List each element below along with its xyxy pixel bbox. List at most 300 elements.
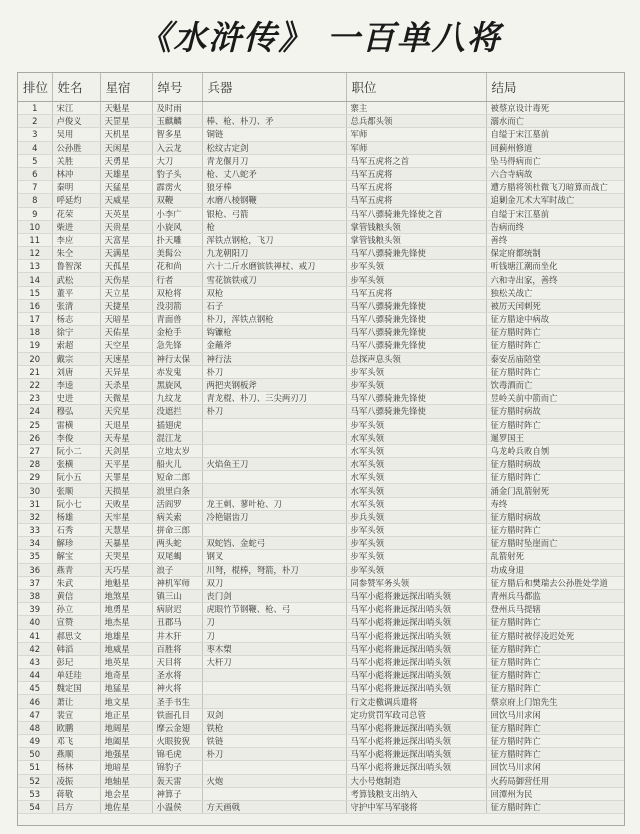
table-row <box>18 273 624 286</box>
weapon-cell: 棒、枪、朴刀、矛 <box>202 115 346 128</box>
position-cell: 步军头领 <box>346 537 486 550</box>
rank-cell: 2 <box>18 115 52 128</box>
name-cell: 吕方 <box>52 800 100 813</box>
fate-cell: 征方腊时被俘凌迟处死 <box>486 629 624 642</box>
nickname-cell: 活阎罗 <box>152 497 202 510</box>
nickname-cell: 扑天雕 <box>152 233 202 246</box>
table-row <box>18 247 624 260</box>
name-cell: 邓飞 <box>52 735 100 748</box>
rank-cell: 22 <box>18 378 52 391</box>
fate-cell: 被厉天闰刺死 <box>486 299 624 312</box>
position-cell: 马军五虎将 <box>346 181 486 194</box>
rank-cell: 52 <box>18 774 52 787</box>
nickname-cell: 双鞭 <box>152 194 202 207</box>
nickname-cell: 九纹龙 <box>152 392 202 405</box>
header-row <box>18 73 624 102</box>
fate-cell: 征方腊时阵亡 <box>486 471 624 484</box>
weapon-cell <box>202 102 346 115</box>
star-cell: 天微星 <box>100 392 152 405</box>
table-row <box>18 629 624 642</box>
rank-cell: 21 <box>18 365 52 378</box>
nickname-cell: 浪里白条 <box>152 484 202 497</box>
fate-cell: 征方腊时阵亡 <box>486 655 624 668</box>
name-cell: 柴进 <box>52 220 100 233</box>
table-row <box>18 761 624 774</box>
name-cell: 秦明 <box>52 181 100 194</box>
star-cell: 天罡星 <box>100 115 152 128</box>
name-cell: 杨林 <box>52 761 100 774</box>
nickname-cell: 小李广 <box>152 207 202 220</box>
name-cell: 燕青 <box>52 563 100 576</box>
name-cell: 李俊 <box>52 431 100 444</box>
position-cell: 马军五虎将 <box>346 194 486 207</box>
name-cell: 阮小七 <box>52 497 100 510</box>
nickname-cell: 病尉迟 <box>152 603 202 616</box>
table-row <box>18 286 624 299</box>
star-cell: 地强星 <box>100 748 152 761</box>
table-row <box>18 695 624 708</box>
nickname-cell: 急先锋 <box>152 339 202 352</box>
fate-cell: 寿终 <box>486 497 624 510</box>
fate-cell: 自缢于宋江墓前 <box>486 128 624 141</box>
weapon-cell <box>202 524 346 537</box>
weapon-cell: 火焰鱼王刀 <box>202 458 346 471</box>
weapon-cell: 丧门剑 <box>202 589 346 602</box>
name-cell: 凌振 <box>52 774 100 787</box>
weapon-cell: 钩镰枪 <box>202 326 346 339</box>
rank-cell: 35 <box>18 550 52 563</box>
nickname-cell: 轰天雷 <box>152 774 202 787</box>
weapon-cell <box>202 431 346 444</box>
position-cell: 马军八骠骑兼先锋使 <box>346 247 486 260</box>
fate-cell: 泰安岳庙陪堂 <box>486 352 624 365</box>
weapon-cell: 枪 <box>202 220 346 233</box>
fate-cell: 六合寺病故 <box>486 167 624 180</box>
rank-cell: 26 <box>18 431 52 444</box>
nickname-cell: 及时雨 <box>152 102 202 115</box>
nickname-cell: 锦豹子 <box>152 761 202 774</box>
name-cell: 燕顺 <box>52 748 100 761</box>
fate-cell: 征方腊时阵亡 <box>486 326 624 339</box>
table-row <box>18 748 624 761</box>
star-cell: 天魁星 <box>100 102 152 115</box>
weapon-cell: 双剑 <box>202 708 346 721</box>
rank-cell: 17 <box>18 313 52 326</box>
weapon-cell <box>202 695 346 708</box>
nickname-cell: 拼命三郎 <box>152 524 202 537</box>
weapon-cell: 朴刀 <box>202 405 346 418</box>
name-cell: 蒋敬 <box>52 787 100 800</box>
rank-cell: 47 <box>18 708 52 721</box>
position-cell: 马军小彪将兼远探出哨头领 <box>346 682 486 695</box>
rank-cell: 29 <box>18 471 52 484</box>
fate-cell: 征方腊时阵亡 <box>486 735 624 748</box>
table-row <box>18 589 624 602</box>
fate-cell: 征方腊时阵亡 <box>486 365 624 378</box>
nickname-cell: 丑郡马 <box>152 616 202 629</box>
fate-cell: 饮毒酒而亡 <box>486 378 624 391</box>
nickname-cell: 船火儿 <box>152 458 202 471</box>
star-cell: 天勇星 <box>100 154 152 167</box>
weapon-cell: 钢叉 <box>202 550 346 563</box>
weapon-cell: 水磨八棱钢鞭 <box>202 194 346 207</box>
star-cell: 天退星 <box>100 418 152 431</box>
star-cell: 天罪星 <box>100 471 152 484</box>
rank-cell: 9 <box>18 207 52 220</box>
table-row <box>18 444 624 457</box>
rank-cell: 4 <box>18 141 52 154</box>
table-row <box>18 603 624 616</box>
fate-cell: 昱岭关前中箭而亡 <box>486 392 624 405</box>
name-cell: 呼延灼 <box>52 194 100 207</box>
rank-cell: 42 <box>18 642 52 655</box>
weapon-cell: 雪花镔铁戒刀 <box>202 273 346 286</box>
table-row <box>18 537 624 550</box>
rank-cell: 36 <box>18 563 52 576</box>
position-cell: 马军八骠骑兼先锋使 <box>346 299 486 312</box>
rank-cell: 53 <box>18 787 52 800</box>
nickname-cell: 入云龙 <box>152 141 202 154</box>
nickname-cell: 神行太保 <box>152 352 202 365</box>
star-cell: 天威星 <box>100 194 152 207</box>
weapon-cell: 神行法 <box>202 352 346 365</box>
column-header-rank: 排位 <box>18 73 52 102</box>
column-header-fate: 结局 <box>486 73 624 102</box>
rank-cell: 51 <box>18 761 52 774</box>
table-row <box>18 326 624 339</box>
weapon-cell <box>202 761 346 774</box>
nickname-cell: 火眼狻猊 <box>152 735 202 748</box>
table-row <box>18 220 624 233</box>
star-cell: 天贵星 <box>100 220 152 233</box>
star-cell: 天英星 <box>100 207 152 220</box>
nickname-cell: 霹雳火 <box>152 181 202 194</box>
weapon-cell: 虎眼竹节钢鞭、枪、弓 <box>202 603 346 616</box>
name-cell: 林冲 <box>52 167 100 180</box>
star-cell: 天速星 <box>100 352 152 365</box>
weapon-cell: 朴刀 <box>202 748 346 761</box>
column-header-nickname: 绰号 <box>152 73 202 102</box>
nickname-cell: 青面兽 <box>152 313 202 326</box>
position-cell: 水军头领 <box>346 497 486 510</box>
star-cell: 地阔星 <box>100 721 152 734</box>
fate-cell: 征方腊时坠崖而亡 <box>486 537 624 550</box>
position-cell: 军师 <box>346 128 486 141</box>
fate-cell: 征方腊时阵亡 <box>486 418 624 431</box>
weapon-cell: 双枪 <box>202 286 346 299</box>
position-cell: 掌管钱粮头领 <box>346 220 486 233</box>
table-row <box>18 339 624 352</box>
rank-cell: 40 <box>18 616 52 629</box>
fate-cell: 善终 <box>486 233 624 246</box>
rank-cell: 50 <box>18 748 52 761</box>
name-cell: 李逵 <box>52 378 100 391</box>
table-row <box>18 418 624 431</box>
fate-cell: 暹罗国王 <box>486 431 624 444</box>
weapon-cell: 狼牙棒 <box>202 181 346 194</box>
position-cell: 马军五虎将 <box>346 167 486 180</box>
nickname-cell: 神机军师 <box>152 576 202 589</box>
weapon-cell <box>202 682 346 695</box>
star-cell: 天佑星 <box>100 326 152 339</box>
fate-cell: 征方腊时阵亡 <box>486 339 624 352</box>
table-row <box>18 141 624 154</box>
position-cell: 马军小彪将兼远探出哨头领 <box>346 642 486 655</box>
table-row <box>18 735 624 748</box>
name-cell: 张清 <box>52 299 100 312</box>
nickname-cell: 行者 <box>152 273 202 286</box>
table-row <box>18 181 624 194</box>
weapon-cell: 青龙棍、朴刀、三尖两刃刀 <box>202 392 346 405</box>
star-cell: 天慧星 <box>100 524 152 537</box>
position-cell: 马军八骠骑兼先锋使 <box>346 326 486 339</box>
table-row <box>18 115 624 128</box>
name-cell: 郝思文 <box>52 629 100 642</box>
weapon-cell: 朴刀 <box>202 365 346 378</box>
star-cell: 天暴星 <box>100 537 152 550</box>
star-cell: 天寿星 <box>100 431 152 444</box>
fate-cell: 征方腊时阵亡 <box>486 800 624 813</box>
roster-body <box>18 102 624 814</box>
star-cell: 天暗星 <box>100 313 152 326</box>
star-cell: 地勇星 <box>100 603 152 616</box>
rank-cell: 8 <box>18 194 52 207</box>
nickname-cell: 插翅虎 <box>152 418 202 431</box>
position-cell: 同参赞军务头领 <box>346 576 486 589</box>
table-row <box>18 233 624 246</box>
position-cell: 马军小彪将兼远探出哨头领 <box>346 669 486 682</box>
fate-cell: 征方腊途中病故 <box>486 313 624 326</box>
position-cell: 马军八骠骑兼先锋使 <box>346 392 486 405</box>
weapon-cell: 方天画戟 <box>202 800 346 813</box>
fate-cell: 蔡京府上门馆先生 <box>486 695 624 708</box>
nickname-cell: 小旋风 <box>152 220 202 233</box>
nickname-cell: 大刀 <box>152 154 202 167</box>
rank-cell: 11 <box>18 233 52 246</box>
column-header-position: 职位 <box>346 73 486 102</box>
table-row <box>18 524 624 537</box>
star-cell: 地魁星 <box>100 576 152 589</box>
name-cell: 刘唐 <box>52 365 100 378</box>
fate-cell: 征方腊后和樊瑞去公孙胜处学道 <box>486 576 624 589</box>
name-cell: 石秀 <box>52 524 100 537</box>
rank-cell: 27 <box>18 444 52 457</box>
rank-cell: 13 <box>18 260 52 273</box>
position-cell: 行文走檄调兵遣将 <box>346 695 486 708</box>
star-cell: 天究星 <box>100 405 152 418</box>
weapon-cell: 六十二斤水磨镔铁禅杖、戒刀 <box>202 260 346 273</box>
position-cell: 马军八骠骑兼先锋使 <box>346 313 486 326</box>
position-cell: 马军小彪将兼远探出哨头领 <box>346 748 486 761</box>
star-cell: 天败星 <box>100 497 152 510</box>
fate-cell: 登州兵马提辖 <box>486 603 624 616</box>
nickname-cell: 百胜将 <box>152 642 202 655</box>
rank-cell: 20 <box>18 352 52 365</box>
rank-cell: 33 <box>18 524 52 537</box>
table-row <box>18 497 624 510</box>
rank-cell: 43 <box>18 655 52 668</box>
star-cell: 地阖星 <box>100 735 152 748</box>
name-cell: 索超 <box>52 339 100 352</box>
rank-cell: 46 <box>18 695 52 708</box>
star-cell: 地会星 <box>100 787 152 800</box>
fate-cell: 征方腊时病故 <box>486 510 624 523</box>
table-row <box>18 154 624 167</box>
weapon-cell: 枪、丈八蛇矛 <box>202 167 346 180</box>
fate-cell: 涌金门乱箭射死 <box>486 484 624 497</box>
table-row <box>18 576 624 589</box>
weapon-cell: 九龙朝阳刀 <box>202 247 346 260</box>
star-cell: 天平星 <box>100 458 152 471</box>
nickname-cell: 圣水将 <box>152 669 202 682</box>
rank-cell: 14 <box>18 273 52 286</box>
column-header-name: 姓名 <box>52 73 100 102</box>
table-row <box>18 669 624 682</box>
table-row <box>18 708 624 721</box>
rank-cell: 34 <box>18 537 52 550</box>
star-cell: 天捷星 <box>100 299 152 312</box>
name-cell: 欧鹏 <box>52 721 100 734</box>
name-cell: 董平 <box>52 286 100 299</box>
rank-cell: 30 <box>18 484 52 497</box>
star-cell: 地文星 <box>100 695 152 708</box>
star-cell: 天闲星 <box>100 141 152 154</box>
star-cell: 地猛星 <box>100 682 152 695</box>
weapon-cell <box>202 471 346 484</box>
table-row <box>18 167 624 180</box>
weapon-cell: 双蛇铛、金蛇弓 <box>202 537 346 550</box>
name-cell: 解宝 <box>52 550 100 563</box>
name-cell: 武松 <box>52 273 100 286</box>
rank-cell: 3 <box>18 128 52 141</box>
position-cell: 定功赏罚军政司总管 <box>346 708 486 721</box>
nickname-cell: 双尾蝎 <box>152 550 202 563</box>
name-cell: 雷横 <box>52 418 100 431</box>
name-cell: 李应 <box>52 233 100 246</box>
fate-cell: 保定府都统制 <box>486 247 624 260</box>
weapon-cell: 冷艳锯齿刀 <box>202 510 346 523</box>
name-cell: 阮小二 <box>52 444 100 457</box>
weapon-cell: 铜链 <box>202 128 346 141</box>
table-row <box>18 616 624 629</box>
weapon-cell: 双刀 <box>202 576 346 589</box>
name-cell: 宣赞 <box>52 616 100 629</box>
star-cell: 地奇星 <box>100 669 152 682</box>
rank-cell: 10 <box>18 220 52 233</box>
table-row <box>18 510 624 523</box>
table-row <box>18 471 624 484</box>
name-cell: 花荣 <box>52 207 100 220</box>
rank-cell: 32 <box>18 510 52 523</box>
star-cell: 天剑星 <box>100 444 152 457</box>
fate-cell: 被蔡京设计毒死 <box>486 102 624 115</box>
fate-cell: 征方腊时阵亡 <box>486 524 624 537</box>
position-cell: 马军小彪将兼远探出哨头领 <box>346 761 486 774</box>
fate-cell: 遭方腊将领杜微飞刀暗算而战亡 <box>486 181 624 194</box>
star-cell: 天异星 <box>100 365 152 378</box>
weapon-cell: 大杆刀 <box>202 655 346 668</box>
name-cell: 杨雄 <box>52 510 100 523</box>
nickname-cell: 病关索 <box>152 510 202 523</box>
rank-cell: 45 <box>18 682 52 695</box>
rank-cell: 25 <box>18 418 52 431</box>
rank-cell: 54 <box>18 800 52 813</box>
nickname-cell: 没遮拦 <box>152 405 202 418</box>
name-cell: 单廷珪 <box>52 669 100 682</box>
position-cell: 掌管钱粮头领 <box>346 233 486 246</box>
position-cell: 马军小彪将兼远探出哨头领 <box>346 629 486 642</box>
position-cell: 马军小彪将兼远探出哨头领 <box>346 721 486 734</box>
rank-cell: 38 <box>18 589 52 602</box>
weapon-cell: 朴刀，浑铁点钢枪 <box>202 313 346 326</box>
weapon-cell: 松纹古定剑 <box>202 141 346 154</box>
position-cell: 步军头领 <box>346 418 486 431</box>
fate-cell: 征方腊时病故 <box>486 458 624 471</box>
star-cell: 天牢星 <box>100 510 152 523</box>
star-cell: 天哭星 <box>100 550 152 563</box>
rank-cell: 37 <box>18 576 52 589</box>
name-cell: 朱仝 <box>52 247 100 260</box>
position-cell: 水军头领 <box>346 458 486 471</box>
fate-cell: 征方腊时阵亡 <box>486 748 624 761</box>
table-row <box>18 458 624 471</box>
nickname-cell: 没羽箭 <box>152 299 202 312</box>
position-cell: 总兵都头领 <box>346 115 486 128</box>
nickname-cell: 智多星 <box>152 128 202 141</box>
fate-cell: 征方腊时阵亡 <box>486 682 624 695</box>
table-row <box>18 392 624 405</box>
table-row <box>18 194 624 207</box>
fate-cell: 回蓟州修道 <box>486 141 624 154</box>
table-row <box>18 365 624 378</box>
position-cell: 马军小彪将兼远探出哨头领 <box>346 589 486 602</box>
position-cell: 水军头领 <box>346 484 486 497</box>
table-row <box>18 800 624 813</box>
position-cell: 马军小彪将兼远探出哨头领 <box>346 735 486 748</box>
position-cell: 步兵头领 <box>346 510 486 523</box>
position-cell: 马军五虎将 <box>346 286 486 299</box>
table-row <box>18 642 624 655</box>
nickname-cell: 摩云金翅 <box>152 721 202 734</box>
name-cell: 张横 <box>52 458 100 471</box>
name-cell: 彭玘 <box>52 655 100 668</box>
name-cell: 戴宗 <box>52 352 100 365</box>
star-cell: 天杀星 <box>100 378 152 391</box>
nickname-cell: 豹子头 <box>152 167 202 180</box>
fate-cell: 功成身退 <box>486 563 624 576</box>
rank-cell: 28 <box>18 458 52 471</box>
rank-cell: 16 <box>18 299 52 312</box>
nickname-cell: 天目将 <box>152 655 202 668</box>
position-cell: 寨主 <box>346 102 486 115</box>
rank-cell: 49 <box>18 735 52 748</box>
weapon-cell: 金蘸斧 <box>202 339 346 352</box>
name-cell: 史进 <box>52 392 100 405</box>
star-cell: 地威星 <box>100 642 152 655</box>
weapon-cell: 两把夹钢板斧 <box>202 378 346 391</box>
fate-cell: 回潭州为民 <box>486 787 624 800</box>
rank-cell: 23 <box>18 392 52 405</box>
position-cell: 考算钱粮支出纳入 <box>346 787 486 800</box>
position-cell: 马军八骠骑兼先锋使之首 <box>346 207 486 220</box>
rank-cell: 41 <box>18 629 52 642</box>
position-cell: 马军五虎将之首 <box>346 154 486 167</box>
table-row <box>18 405 624 418</box>
position-cell: 水军头领 <box>346 431 486 444</box>
rank-cell: 24 <box>18 405 52 418</box>
weapon-cell: 铁枪 <box>202 721 346 734</box>
table-row <box>18 655 624 668</box>
